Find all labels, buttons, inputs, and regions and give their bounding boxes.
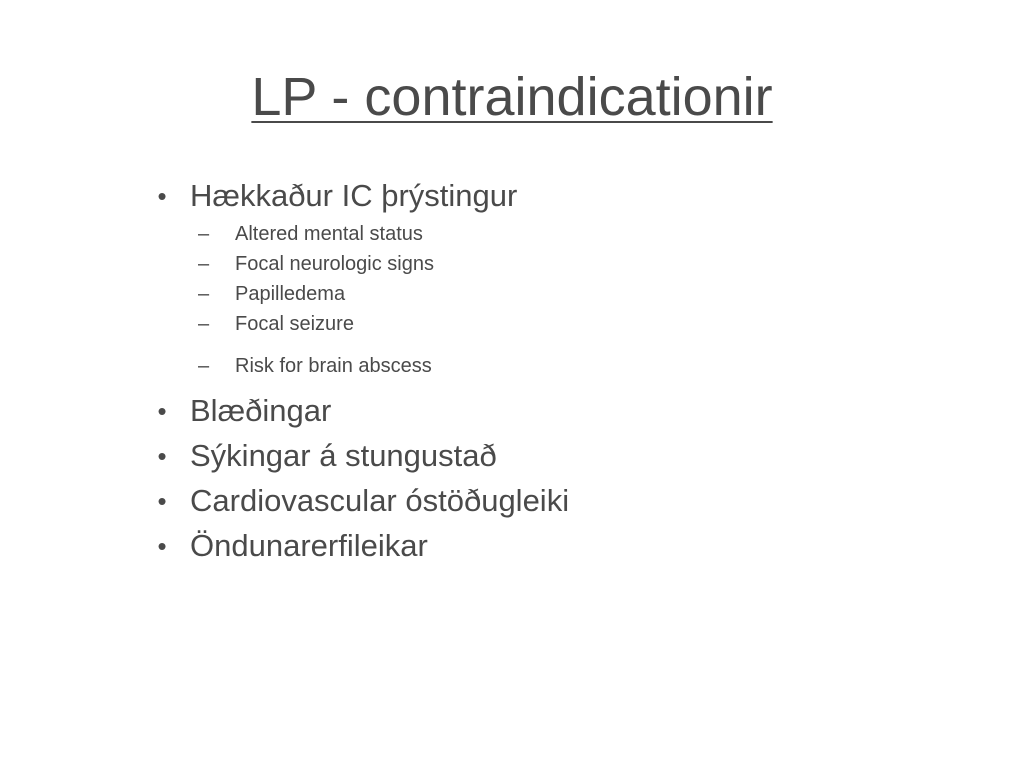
list-item-text: Cardiovascular óstöðugleiki: [190, 483, 570, 518]
bullet-icon: •: [157, 396, 167, 426]
dash-icon: –: [198, 283, 210, 305]
sub-list-item: [152, 219, 972, 249]
bullet-list: [152, 176, 972, 571]
slide-title: [0, 62, 1024, 132]
dash-icon: –: [198, 223, 210, 245]
bullet-icon: •: [157, 486, 167, 516]
bullet-icon: •: [157, 531, 167, 561]
bullet-icon: •: [157, 441, 167, 471]
bullet-icon: •: [157, 181, 167, 211]
sub-list-item: [152, 249, 972, 279]
list-item: [152, 526, 972, 566]
list-item-text: Hækkaður IC þrýstingur: [190, 178, 518, 213]
sub-list-item-text: Altered mental status: [235, 223, 423, 245]
dash-icon: –: [198, 313, 210, 335]
dash-icon: –: [198, 253, 210, 275]
slide-title-text: LP - contraindicationir: [251, 67, 773, 127]
list-item-text: Öndunarerfileikar: [190, 528, 428, 563]
sub-list-item: [152, 309, 972, 339]
sub-list-item: [152, 279, 972, 309]
list-item: [152, 176, 972, 216]
sub-list-item-text: Focal neurologic signs: [235, 253, 434, 275]
sub-list-item-text: Focal seizure: [235, 313, 354, 335]
list-item: [152, 391, 972, 431]
dash-icon: –: [198, 355, 210, 377]
sub-list-item: [152, 351, 972, 381]
list-item-text: Sýkingar á stungustað: [190, 438, 497, 473]
sub-list-item-text: Risk for brain abscess: [235, 355, 432, 377]
list-item: [152, 481, 972, 521]
list-item-text: Blæðingar: [190, 393, 332, 428]
sub-list-item-text: Papilledema: [235, 283, 346, 305]
list-item: [152, 436, 972, 476]
